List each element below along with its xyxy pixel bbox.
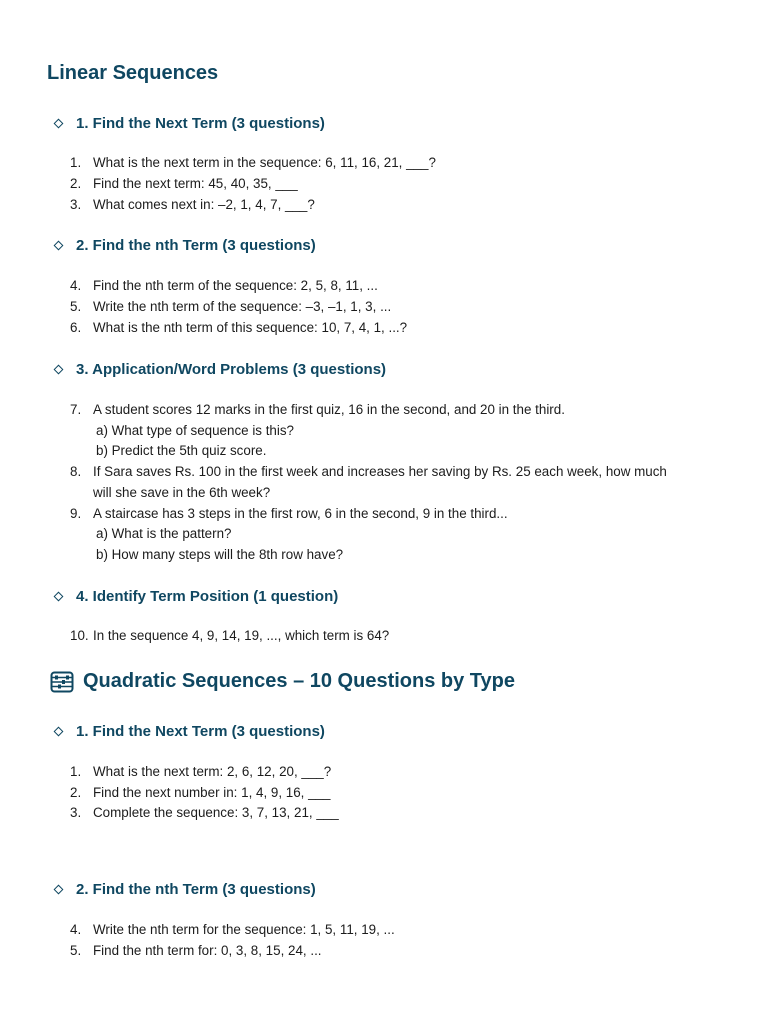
list-item: 7. A student scores 12 marks in the first quiz, 16 in the second, and 20 in the third. [70,402,565,417]
sub-question: b) Predict the 5th quiz score. [96,443,267,458]
quadratic-section-2-heading: 2. Find the nth Term (3 questions) [54,881,316,898]
list-item: 6. What is the nth term of this sequence: 10, 7, 4, 1, ...? [70,320,408,335]
diamond-bullet-icon [54,241,64,251]
list-item: 9. A staircase has 3 steps in the first row, 6 in the second, 9 in the third... [70,506,508,521]
linear-section-3-heading: 3. Application/Word Problems (3 questions) [54,361,386,378]
linear-sequences-title: Linear Sequences [47,62,219,84]
list-item: 5. Find the nth term for: 0, 3, 8, 15, 24, ... [70,943,322,958]
list-item: 3. Complete the sequence: 3, 7, 13, 21, ___ [70,805,339,820]
list-item-continuation: will she save in the 6th week? [93,485,271,500]
list-item: 3. What comes next in: –2, 1, 4, 7, ___? [70,197,315,212]
diamond-bullet-icon [54,885,64,895]
linear-section-4-heading: 4. Identify Term Position (1 question) [54,588,338,605]
list-item: 4. Write the nth term for the sequence: 1, 5, 11, 19, ... [70,922,395,937]
linear-section-2-heading: 2. Find the nth Term (3 questions) [54,237,316,254]
quadratic-sequences-title: Quadratic Sequences – 10 Questions by Type [50,670,515,693]
sub-question: b) How many steps will the 8th row have? [96,547,344,562]
list-item: 2. Find the next number in: 1, 4, 9, 16, ___ [70,785,331,800]
diamond-bullet-icon [54,365,64,375]
diamond-bullet-icon [54,592,64,602]
list-item: 1. What is the next term: 2, 6, 12, 20, ___? [70,764,332,779]
diamond-bullet-icon [54,119,64,129]
abacus-icon [50,671,74,693]
quadratic-section-1-heading: 1. Find the Next Term (3 questions) [54,723,325,740]
list-item: 4. Find the nth term of the sequence: 2, 5, 8, 11, ... [70,278,378,293]
diamond-bullet-icon [54,727,64,737]
list-item: 8. If Sara saves Rs. 100 in the first week and increases her saving by Rs. 25 each week, how much [70,464,667,479]
list-item: 2. Find the next term: 45, 40, 35, ___ [70,176,298,191]
linear-section-1-heading: 1. Find the Next Term (3 questions) [54,115,325,132]
list-item: 1. What is the next term in the sequence: 6, 11, 16, 21, ___? [70,155,436,170]
list-item: 5. Write the nth term of the sequence: –3, –1, 1, 3, ... [70,299,392,314]
sub-question: a) What type of sequence is this? [96,423,294,438]
sub-question: a) What is the pattern? [96,526,232,541]
list-item: 10. In the sequence 4, 9, 14, 19, ..., which term is 64? [70,628,390,643]
